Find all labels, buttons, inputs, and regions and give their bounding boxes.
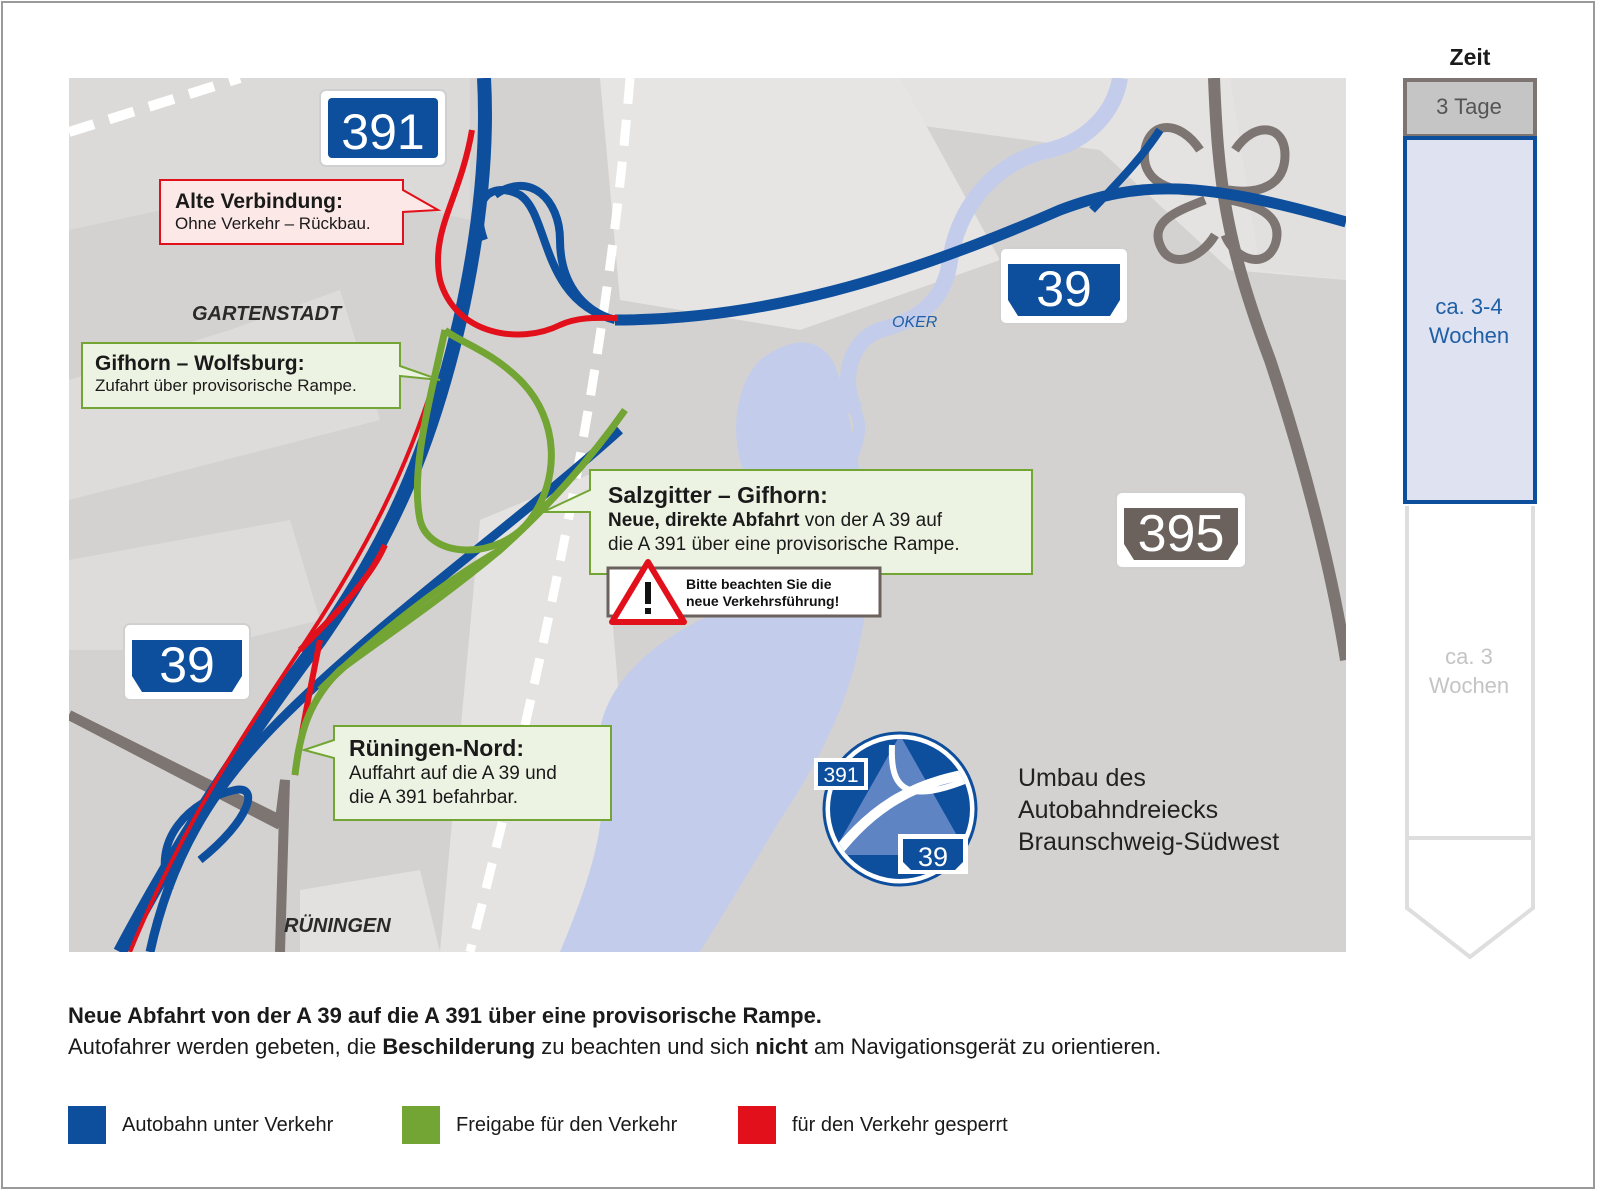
footer-text bbox=[68, 1034, 1161, 1060]
legend-label-red: für den Verkehr gesperrt bbox=[792, 1113, 1008, 1136]
project-title bbox=[1018, 762, 1279, 858]
shield-a391-label: 391 bbox=[341, 104, 425, 160]
legend-label-blue: Autobahn unter Verkehr bbox=[122, 1113, 334, 1136]
warning-text bbox=[686, 576, 839, 610]
callout-rueningen-title: Rüningen-Nord: bbox=[349, 735, 525, 761]
timeline bbox=[1405, 80, 1535, 957]
warning-line2: neue Verkehrsführung! bbox=[686, 593, 840, 609]
shield-b395 bbox=[1116, 492, 1246, 568]
callout-alte-body: Ohne Verkehr – Rückbau. bbox=[175, 214, 371, 233]
legend-swatch-green bbox=[402, 1106, 440, 1144]
callout-rueningen-nord bbox=[349, 735, 557, 810]
footer-text-part1: Autofahrer werden gebeten, die bbox=[68, 1034, 383, 1059]
legend-swatch-blue bbox=[68, 1106, 106, 1144]
footer-text-part2: zu beachten und sich bbox=[535, 1034, 756, 1059]
callout-salzgitter-line1-bold: Neue, direkte Abfahrt bbox=[608, 510, 800, 531]
timeline-phase-future bbox=[1407, 506, 1533, 957]
callout-alte-title: Alte Verbindung: bbox=[175, 190, 343, 213]
callout-salzgitter-title: Salzgitter – Gifhorn: bbox=[608, 482, 828, 508]
place-rueningen: RÜNINGEN bbox=[284, 915, 391, 937]
callout-rueningen-line1: Auffahrt auf die A 39 und bbox=[349, 763, 557, 784]
footer-text-part3: am Navigationsgerät zu orientieren. bbox=[807, 1034, 1162, 1059]
legend-item-green bbox=[402, 1106, 677, 1144]
project-line2: Autobahndreiecks bbox=[1018, 796, 1219, 824]
logo-39-label: 39 bbox=[917, 842, 949, 872]
legend-label-green: Freigabe für den Verkehr bbox=[456, 1113, 678, 1136]
timeline-phase-current-line2: Wochen bbox=[1428, 323, 1510, 348]
logo-391-label: 391 bbox=[823, 764, 859, 787]
legend-swatch-red bbox=[738, 1106, 776, 1144]
callout-salzgitter-line1-rest: von der A 39 auf bbox=[799, 510, 943, 531]
shield-a39-right bbox=[1000, 248, 1128, 324]
project-line1: Umbau des bbox=[1018, 764, 1146, 792]
legend-item-red bbox=[738, 1106, 1008, 1144]
shield-a39-left-label: 39 bbox=[159, 637, 215, 693]
timeline-phase-current-line1: ca. 3-4 bbox=[1435, 294, 1503, 319]
callout-salzgitter-line1 bbox=[608, 509, 960, 533]
footer-text-bold1: Beschilderung bbox=[382, 1034, 536, 1059]
project-line3: Braunschweig-Südwest bbox=[1018, 828, 1280, 856]
shield-a39-left bbox=[124, 624, 250, 700]
warning-line1: Bitte beachten Sie die bbox=[686, 576, 832, 592]
timeline-phase-past-line1: 3 Tage bbox=[1436, 94, 1502, 119]
callout-gifhorn-body: Zufahrt über provisorische Rampe. bbox=[95, 376, 357, 395]
timeline-phase-future-line2: Wochen bbox=[1428, 673, 1510, 698]
callout-salzgitter bbox=[608, 482, 960, 557]
callout-gifhorn-title: Gifhorn – Wolfsburg: bbox=[95, 352, 305, 375]
place-gartenstadt: GARTENSTADT bbox=[192, 303, 342, 325]
callout-salzgitter-line2: die A 391 über eine provisorische Rampe. bbox=[608, 534, 960, 555]
callout-rueningen-line2: die A 391 befahrbar. bbox=[349, 787, 519, 808]
shield-a39-right-label: 39 bbox=[1036, 261, 1092, 317]
footer-text-bold2: nicht bbox=[755, 1034, 808, 1059]
shield-b395-label: 395 bbox=[1137, 505, 1225, 563]
timeline-phase-past-label bbox=[1406, 92, 1532, 121]
timeline-phase-current-label bbox=[1406, 292, 1532, 350]
timeline-title: Zeit bbox=[1449, 44, 1491, 70]
shield-a391-top bbox=[320, 90, 446, 166]
footer-headline: Neue Abfahrt von der A 39 auf die A 391 über eine provisorische Rampe. bbox=[68, 1003, 822, 1028]
timeline-phase-future-label bbox=[1406, 642, 1532, 700]
timeline-phase-future-line1: ca. 3 bbox=[1445, 644, 1493, 669]
callout-gifhorn bbox=[95, 352, 357, 396]
river-oker-label: OKER bbox=[892, 314, 938, 331]
callout-alte-verbindung bbox=[175, 190, 371, 234]
legend-item-blue bbox=[68, 1106, 333, 1144]
